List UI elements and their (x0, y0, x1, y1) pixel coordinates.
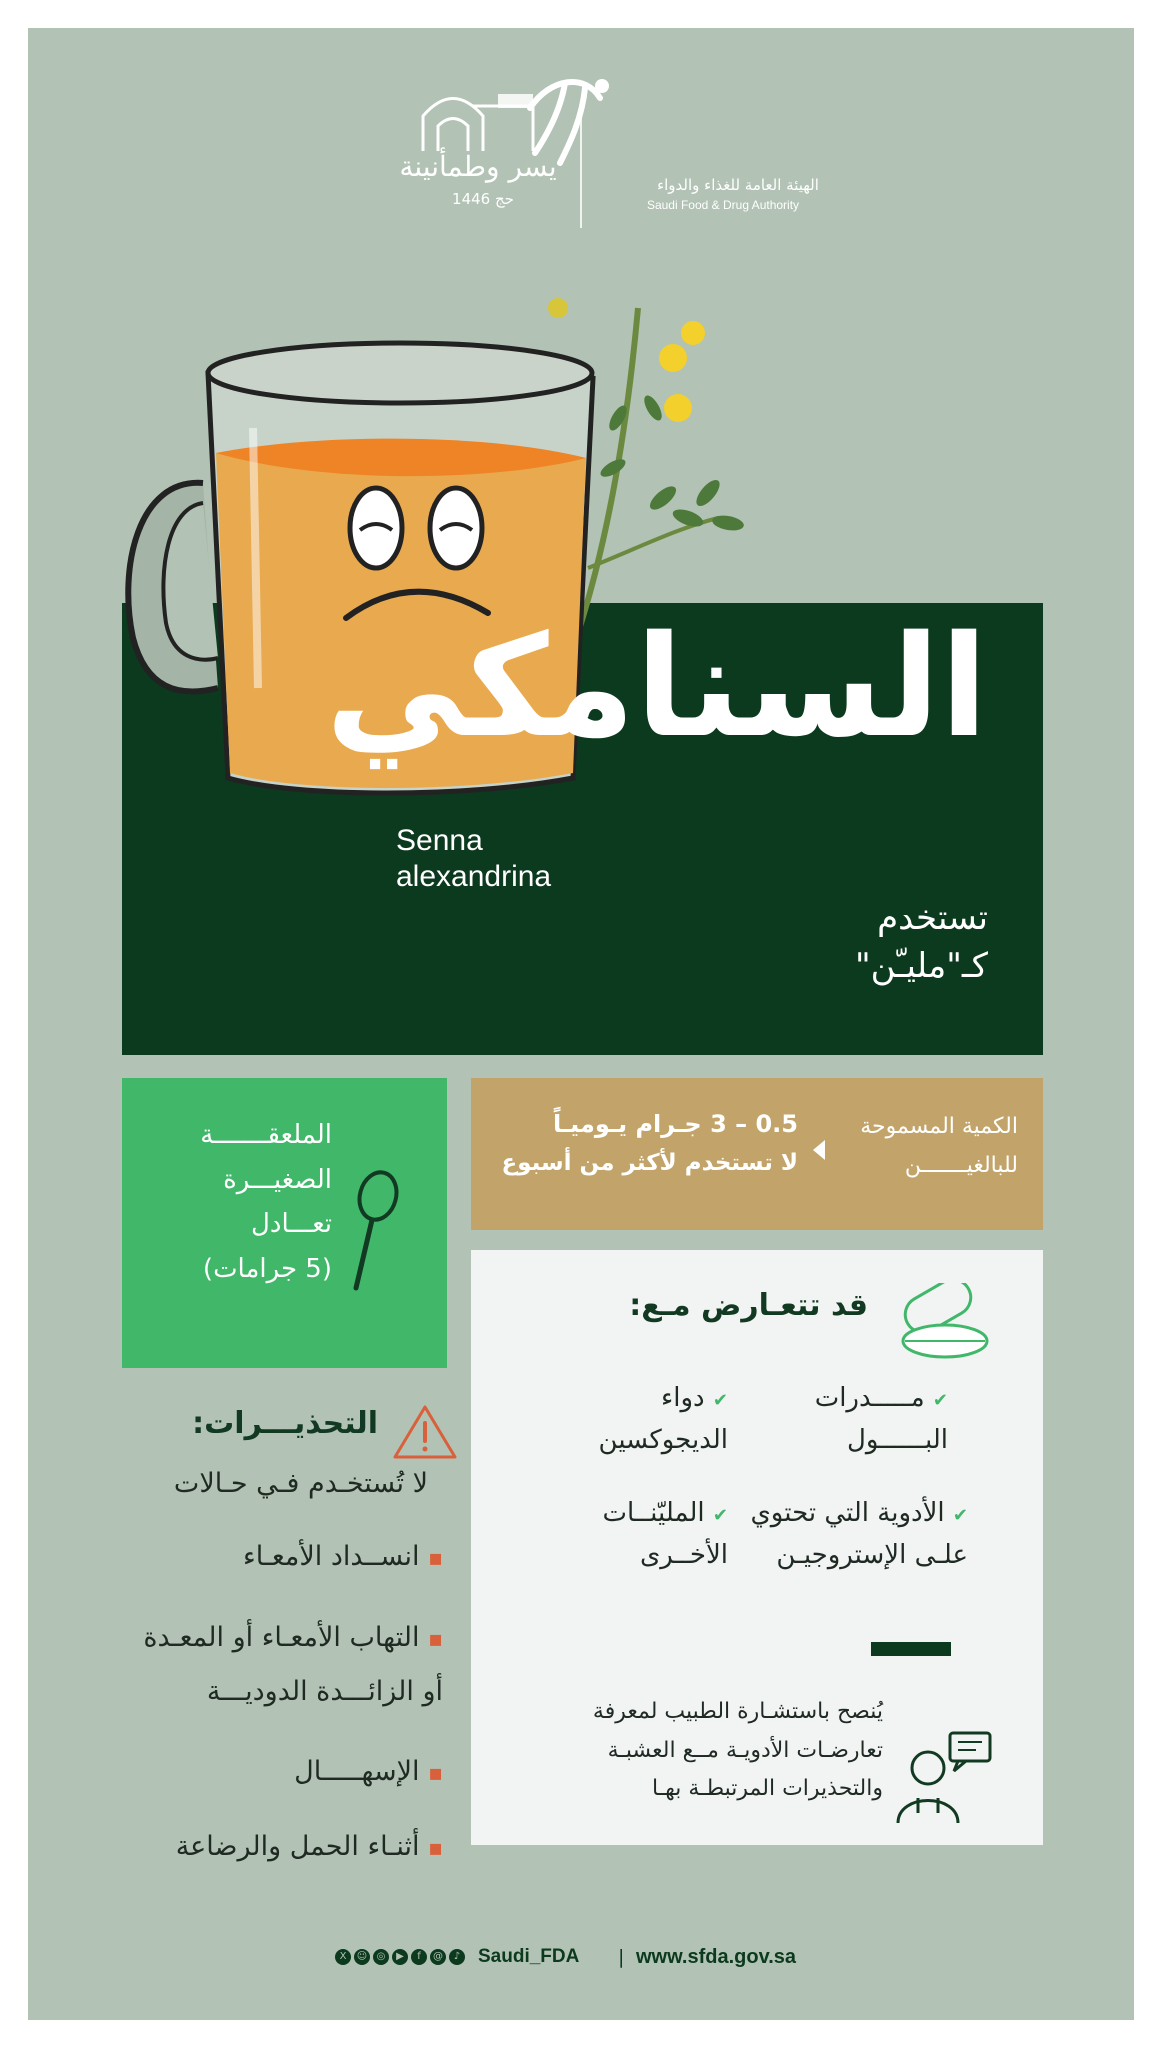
advice-line3: والتحذيرات المرتبطـة بهـا (651, 1776, 883, 1801)
pills-icon (883, 1283, 993, 1368)
warnings-title: التحذيـــرات: (192, 1406, 378, 1441)
check-icon: ✔ (932, 1390, 948, 1411)
interaction-item-line2: علـى الإستروجيـن (776, 1539, 968, 1570)
sfda-name-ar: الهيئة العامة للغذاء والدواء (657, 176, 819, 194)
dosage-label-line2: للبالغيـــــــن (904, 1152, 1018, 1178)
interaction-item-line1: مـــــدرات (814, 1383, 925, 1413)
scientific-name-species: alexandrina (396, 860, 552, 893)
interaction-item (528, 1378, 728, 1461)
advice-line2: تعارضـات الأدويـة مــع العشبـة (607, 1737, 883, 1763)
warning-item-text: الإسهـــــال (294, 1756, 420, 1787)
youtube-icon[interactable]: ▶ (392, 1949, 408, 1965)
interaction-item-line1: دواء (661, 1383, 705, 1413)
interaction-item-line1: المليّنــات (602, 1498, 705, 1528)
facebook-icon[interactable]: f (411, 1949, 427, 1965)
spoon-line2: الصغيـــرة (223, 1164, 332, 1195)
use-label: تستخدم (877, 898, 988, 938)
interaction-item-line2: البــــــول (846, 1424, 948, 1455)
x-icon[interactable]: X (335, 1949, 351, 1965)
advice-text (553, 1693, 883, 1809)
warning-item (108, 1533, 443, 1580)
instagram-icon[interactable]: ◎ (373, 1949, 389, 1965)
footer-handle[interactable]: Saudi_FDA (478, 1946, 580, 1967)
warning-item-text: التهاب الأمعـاء أو المعـدة (143, 1622, 420, 1653)
warning-triangle-icon (393, 1403, 458, 1461)
scientific-name (396, 823, 616, 895)
footer-separator: | (618, 1946, 625, 1968)
scientific-name-genus: Senna (396, 824, 483, 857)
warning-item-text: انســداد الأمعـاء (243, 1541, 420, 1572)
interactions-title: قد تتعـارض مـع: (629, 1288, 868, 1323)
spoon-text (136, 1113, 332, 1292)
interaction-item-line2: الديجوكسين (598, 1424, 728, 1455)
warning-item-text: أو الزائـــدة الدوديـــة (206, 1676, 443, 1707)
header-divider (580, 118, 582, 228)
snapchat-icon[interactable]: ☺ (354, 1949, 370, 1965)
bullet-icon: ▪ (428, 1836, 443, 1861)
spoon-line1: الملعقـــــــة (200, 1120, 332, 1150)
check-icon: ✔ (952, 1505, 968, 1526)
sfda-name-en: Saudi Food & Drug Authority (646, 198, 800, 212)
bullet-icon: ▪ (428, 1627, 443, 1652)
interaction-item-line2: الأخــرى (639, 1539, 728, 1570)
warning-item-continued (108, 1668, 443, 1715)
hajj-year: حج 1446 (452, 190, 514, 208)
dosage-note: لا تستخدم لأكثر من أسبوع (501, 1150, 798, 1176)
poster (28, 28, 1134, 2020)
spoon-icon (338, 1168, 408, 1298)
check-icon: ✔ (712, 1505, 728, 1526)
spoon-line4: (5 جرامات) (202, 1254, 332, 1285)
warning-item (108, 1823, 443, 1870)
interaction-item (748, 1378, 948, 1461)
footer-url-link[interactable]: www.sfda.gov.sa (636, 1946, 797, 1968)
bullet-icon: ▪ (428, 1546, 443, 1571)
warning-item (108, 1614, 443, 1661)
hajj-logo-icon (413, 86, 543, 156)
check-icon: ✔ (712, 1390, 728, 1411)
interaction-item-line1: الأدوية التي تحتوي (750, 1498, 945, 1528)
hajj-slogan: يسر وطمأنينة (399, 150, 557, 183)
warnings-subtitle: لا تُستخـدم فـي حـالات (173, 1468, 428, 1499)
section-divider (871, 1642, 951, 1656)
interaction-item (528, 1493, 728, 1576)
herb-title: السنامكي (325, 606, 988, 769)
threads-icon[interactable]: @ (430, 1949, 446, 1965)
warning-item-text: أثنـاء الحمل والرضاعة (175, 1831, 420, 1862)
dosage-value: 0.5 – 3 جـرام يـوميـاً (552, 1110, 798, 1138)
interaction-item (728, 1493, 968, 1576)
bullet-icon: ▪ (428, 1761, 443, 1786)
warning-item (108, 1748, 443, 1795)
doctor-consult-icon (888, 1728, 998, 1828)
arrow-left-icon (813, 1140, 825, 1160)
tiktok-icon[interactable]: ♪ (449, 1949, 465, 1965)
dosage-label-line1: الكمية المسموحة (860, 1114, 1018, 1139)
dosage-label (808, 1108, 1018, 1185)
advice-line1: يُنصح باستشـارة الطبيب لمعرفة (592, 1699, 883, 1724)
spoon-line3: تعـــادل (250, 1209, 332, 1240)
use-value: كـ"مليـّن" (855, 946, 988, 986)
